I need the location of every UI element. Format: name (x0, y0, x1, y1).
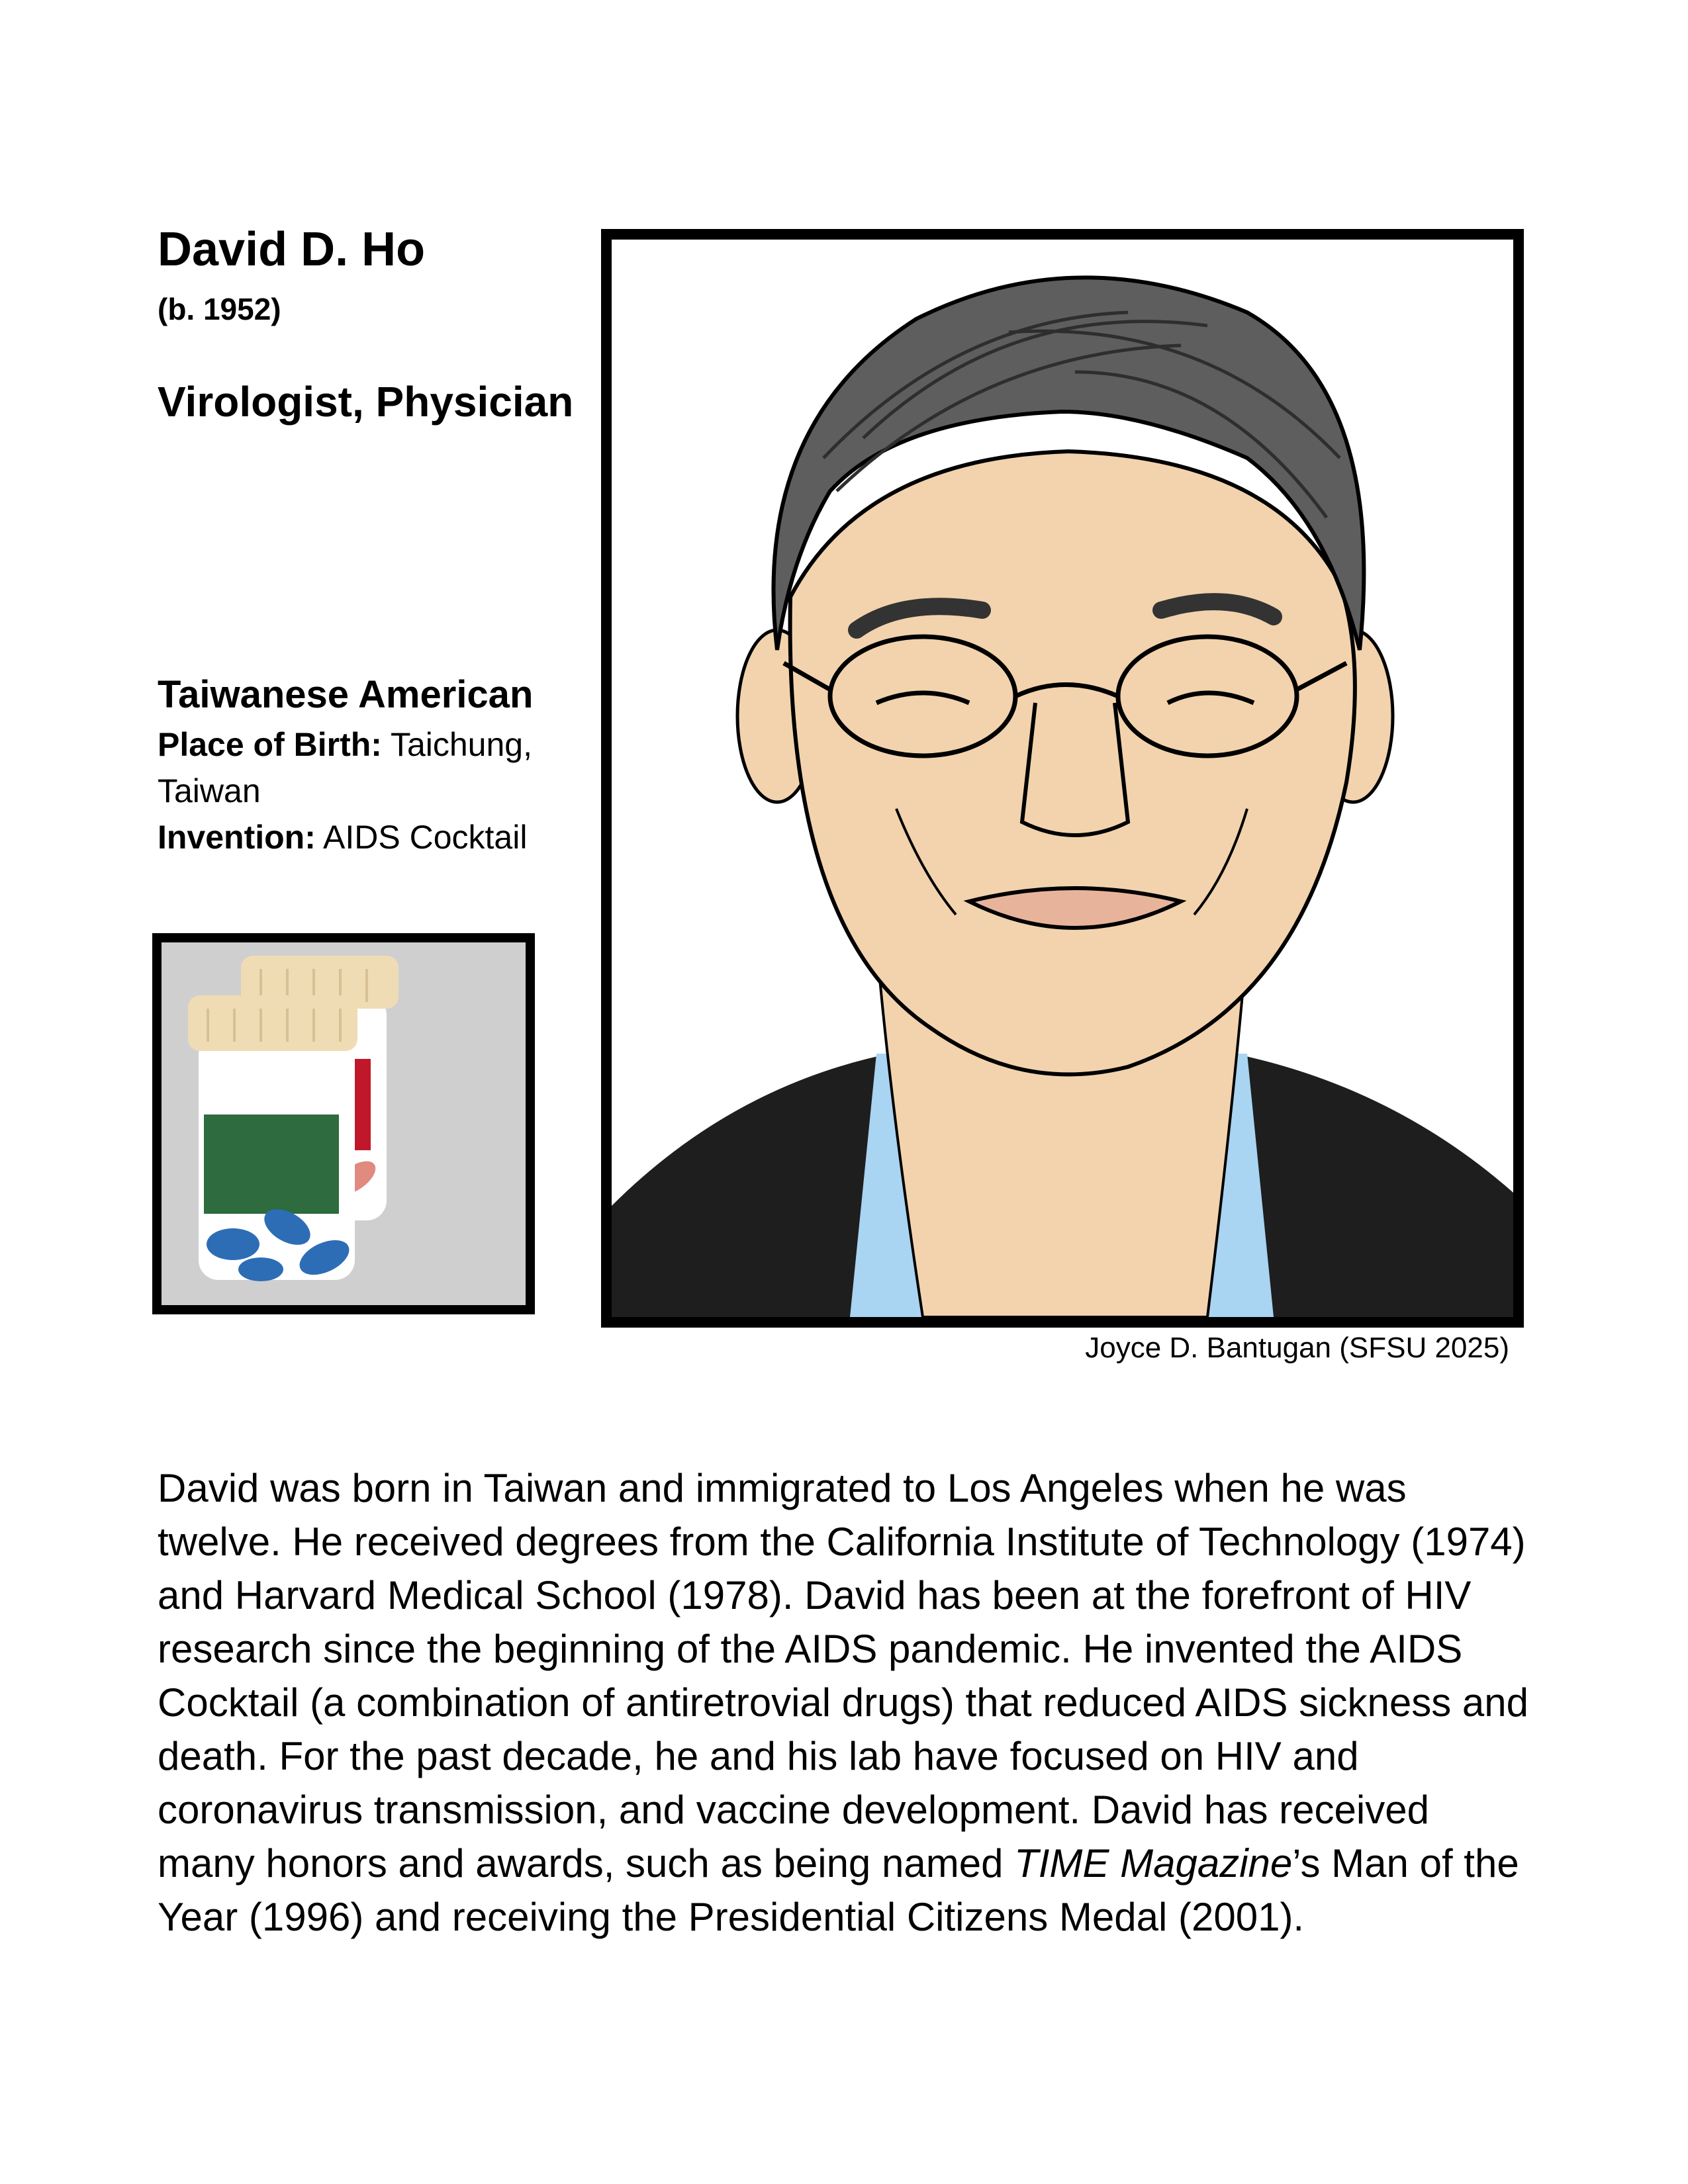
birthplace-value: Taichung, Taiwan (158, 726, 532, 809)
birth-year: (b. 1952) (158, 292, 281, 326)
bio-text-part2: ’s Man of the Year (1996) and receiving the Presidential Citizens Medal (2001). (158, 1841, 1519, 1939)
portrait-drawing (612, 240, 1513, 1317)
person-name: David D. Ho (158, 223, 426, 276)
portrait-illustration (601, 229, 1524, 1328)
invention-value: AIDS Cocktail (315, 819, 528, 856)
bio-text-part1: David was born in Taiwan and immigrated to Los Angeles when he was twelve. He received degrees from the California Institute of Technology (1974) and Harvard Medical School (1978). David has been at the forefront of HIV research since the beginning of the AIDS pandemic. He invented the AIDS Cocktail (a combination of antiretrovial drugs) that reduced AIDS sickness and death. For the past decade, he and his lab have focused on HIV and coronavirus transmission, and vaccine development. David has received many honors and awards, such as being named (158, 1466, 1529, 1886)
heritage: Taiwanese American (158, 673, 534, 716)
invention (158, 814, 581, 860)
magazine-title: TIME Magazine (1014, 1841, 1293, 1886)
biography (158, 1461, 1534, 1944)
invention-label: Invention: (158, 819, 316, 856)
birthplace-label: Place of Birth: (158, 726, 382, 763)
illustrator-credit: Joyce D. Bantugan (SFSU 2025) (1085, 1332, 1509, 1364)
pill-bottles-icon (152, 933, 535, 1314)
info-block (158, 668, 581, 860)
profession: Virologist, Physician (158, 378, 574, 426)
pill-bottles-illustration (162, 942, 526, 1305)
birthplace (158, 721, 581, 814)
